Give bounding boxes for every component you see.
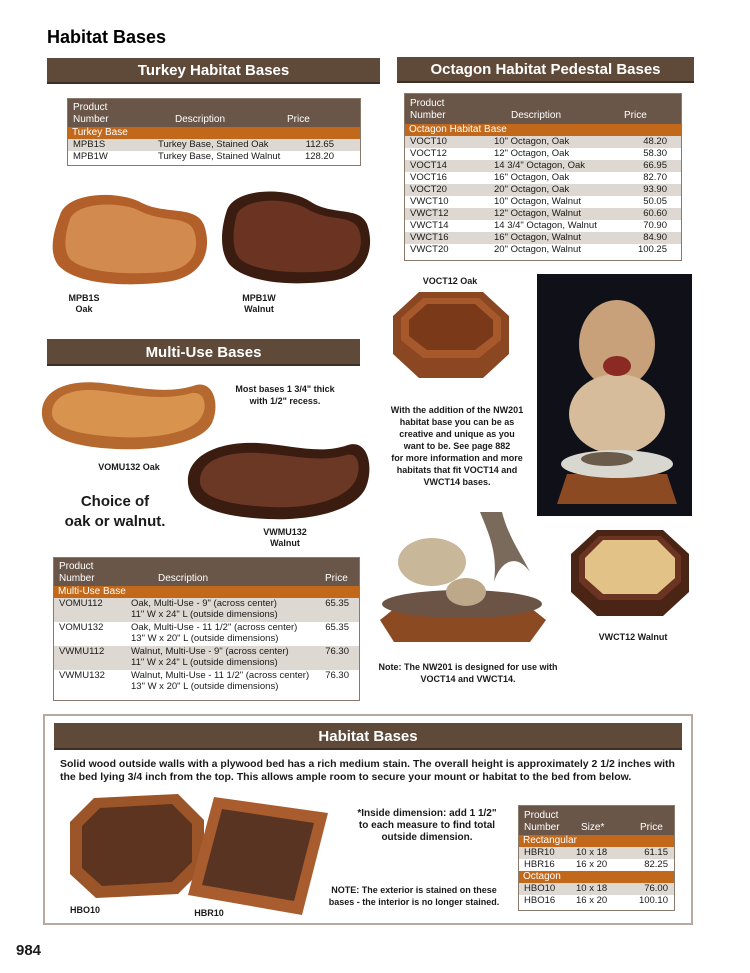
table-row [405, 232, 681, 244]
table-row [405, 172, 681, 184]
header-description: Description [175, 114, 226, 125]
octagon-walnut-image [567, 526, 693, 622]
product-price: 76.30 [325, 670, 349, 681]
note-line: bases - the interior is no longer stained. [328, 897, 500, 907]
table-row [405, 136, 681, 148]
description-line: the bed lying 3/4 inch from the top. This allows ample room to secure your mount or habitat to the bed from below. [60, 771, 632, 783]
multi-use-banner-text: Multi-Use Bases [145, 344, 262, 361]
product-price: 112.65 [305, 139, 334, 150]
note-line: habitat base you can be as [399, 417, 515, 427]
header-product: Product [524, 810, 559, 821]
table-row [405, 184, 681, 196]
product-dimensions: 13" W x 20" L (outside dimensions) [131, 633, 279, 644]
table-row [54, 622, 359, 646]
table-row [519, 883, 674, 895]
turkey-base-walnut-image [217, 184, 373, 288]
product-description: 10" Octagon, Walnut [494, 196, 581, 207]
product-description: 20" Octagon, Oak [494, 184, 570, 195]
note-line: to each measure to find total [358, 820, 496, 831]
product-description: Oak, Multi-Use - 11 1/2" (across center) [131, 622, 298, 633]
caption-mpb1w [236, 293, 282, 315]
product-number: VOCT20 [410, 184, 447, 195]
mountain-lion-graphic [537, 274, 692, 516]
table-row [405, 196, 681, 208]
multi-use-walnut-image [180, 433, 376, 525]
product-size: 10 x 18 [576, 883, 608, 894]
product-number: VOCT10 [410, 136, 447, 147]
product-number: VWCT20 [410, 244, 449, 255]
multi-use-banner [47, 339, 360, 366]
product-description: 10" Octagon, Oak [494, 136, 570, 147]
product-price: 76.00 [644, 883, 668, 894]
turkey-table [67, 98, 361, 166]
caption-hbo10: HBO10 [69, 905, 100, 915]
product-price: 82.70 [643, 172, 667, 183]
product-number: VOMU132 [59, 622, 104, 633]
table-row [519, 895, 674, 907]
caption-hbr10: HBR10 [194, 908, 224, 918]
product-description: Walnut, Multi-Use - 11 1/2" (across center) [131, 670, 310, 681]
multi-use-rows [54, 598, 359, 694]
product-number: MPB1W [73, 151, 108, 162]
product-price: 93.90 [643, 184, 667, 195]
table-row [54, 646, 359, 670]
thickness-note [220, 383, 350, 407]
habitat-table [518, 805, 675, 911]
product-dimensions: 11" W x 24" L (outside dimensions) [131, 609, 278, 620]
octagon-banner [397, 57, 694, 83]
product-size: 16 x 20 [576, 895, 608, 906]
note-line: *Inside dimension: add 1 1/2" [357, 808, 497, 819]
header-number: Number [524, 822, 560, 833]
table-row [405, 244, 681, 256]
octagon-table-header [405, 94, 681, 124]
header-product: Product [59, 561, 94, 572]
description-line: Solid wood outside walls with a plywood bed has a rich medium stain. The overall height is approximately 2 1/2 inches with [60, 758, 675, 770]
product-number: VOCT14 [410, 160, 447, 171]
product-number: HBO16 [524, 895, 556, 906]
header-product: Product [73, 102, 108, 113]
header-price: Price [624, 110, 647, 121]
header-price: Price [640, 822, 663, 833]
caption-vwct12: VWCT12 Walnut [598, 632, 668, 642]
product-number: VWCT16 [410, 232, 449, 243]
habitat-description [60, 758, 686, 784]
product-size: 16 x 20 [576, 859, 608, 870]
note-line: VWCT14 bases. [423, 477, 491, 487]
product-number: VWMU112 [59, 646, 105, 657]
product-description: 14 3/4" Octagon, Oak [494, 160, 586, 171]
product-price: 65.35 [325, 622, 349, 633]
table-row [405, 160, 681, 172]
product-description: Walnut, Multi-Use - 9" (across center) [131, 646, 289, 657]
product-description: 16" Octagon, Oak [494, 172, 570, 183]
octagon-category: Octagon Habitat Base [405, 124, 681, 136]
product-price: 48.20 [643, 136, 667, 147]
note-line: outside dimension. [381, 832, 473, 843]
caption-vomu132: VOMU132 Oak [98, 462, 160, 472]
caption-vwmu132 [256, 527, 314, 549]
octagon-oak-image [389, 288, 513, 384]
product-number: VWCT10 [410, 196, 449, 207]
caption-line: Walnut [270, 538, 300, 548]
table-row [54, 598, 359, 622]
choice-line: Choice of [80, 493, 150, 510]
note-line: Note: The NW201 is designed for use with [378, 662, 558, 672]
header-number: Number [73, 114, 109, 125]
note-line: habitats that fit VOCT14 and [396, 465, 518, 475]
note-line: Most bases 1 3/4" thick [235, 384, 335, 394]
habitat-banner [54, 723, 682, 750]
product-price: 50.05 [643, 196, 667, 207]
turkey-banner [47, 58, 380, 84]
product-size: 10 x 18 [576, 847, 608, 858]
product-number: VOMU112 [59, 598, 103, 609]
product-price: 58.30 [643, 148, 667, 159]
table-row [519, 859, 674, 871]
product-price: 128.20 [304, 151, 334, 162]
table-row [405, 208, 681, 220]
note-line: for more information and more [391, 453, 523, 463]
habitat-rows [519, 835, 674, 907]
product-description: 12" Octagon, Walnut [494, 208, 581, 219]
caption-line: Walnut [244, 304, 274, 314]
exterior-note [322, 884, 506, 908]
note-line: with 1/2" recess. [249, 396, 321, 406]
header-size: Size* [581, 822, 605, 833]
product-description: Oak, Multi-Use - 9" (across center) [131, 598, 277, 609]
page-number: 984 [16, 942, 42, 959]
nw201-habitat-image [370, 492, 552, 650]
caption-voct12: VOCT12 Oak [422, 276, 478, 286]
note-line: With the addition of the NW201 [390, 405, 524, 415]
product-number: VOCT16 [410, 172, 447, 183]
product-price: 84.90 [643, 232, 667, 243]
multi-use-table-header [54, 558, 359, 586]
product-number: MPB1S [73, 139, 106, 150]
caption-line: Oak [75, 304, 93, 314]
caption-mpb1s [64, 293, 104, 315]
habitat-category: Octagon [519, 871, 674, 883]
turkey-base-oak-image [46, 185, 210, 289]
header-number: Number [59, 573, 95, 584]
mountain-lion-mount-image [537, 274, 692, 516]
caption-line: VWMU132 [263, 527, 307, 537]
table-row [54, 670, 359, 694]
note-line: want to be. See page 882 [403, 441, 511, 451]
product-number: HBR10 [524, 847, 555, 858]
product-price: 61.15 [644, 847, 668, 858]
page-title: Habitat Bases [47, 27, 167, 47]
product-description: Turkey Base, Stained Oak [158, 139, 269, 150]
product-description: Turkey Base, Stained Walnut [158, 151, 281, 162]
product-number: HBR16 [524, 859, 555, 870]
product-description: 16" Octagon, Walnut [494, 232, 581, 243]
header-price: Price [287, 114, 310, 125]
product-price: 66.95 [643, 160, 667, 171]
nw201-bottom-note [375, 661, 561, 685]
product-price: 82.25 [644, 859, 668, 870]
product-dimensions: 11" W x 24" L (outside dimensions) [131, 657, 278, 668]
header-description: Description [158, 573, 209, 584]
nw201-note [378, 404, 536, 488]
product-description: 20" Octagon, Walnut [494, 244, 581, 255]
table-row [405, 220, 681, 232]
table-row [68, 139, 360, 151]
header-price: Price [325, 573, 348, 584]
choice-line: oak or walnut. [64, 513, 166, 530]
product-price: 100.25 [637, 244, 667, 255]
product-dimensions: 13" W x 20" L (outside dimensions) [131, 681, 279, 692]
turkey-category: Turkey Base [68, 127, 360, 139]
header-number: Number [410, 110, 446, 121]
caption-line: MPB1W [242, 293, 276, 303]
note-line: VOCT14 and VWCT14. [420, 674, 516, 684]
table-row [519, 847, 674, 859]
header-description: Description [511, 110, 562, 121]
header-product: Product [410, 98, 445, 109]
product-description: 14 3/4" Octagon, Walnut [494, 220, 597, 231]
multi-use-table [53, 557, 360, 701]
note-line: NOTE: The exterior is stained on these [331, 885, 497, 895]
inside-dimension-note [346, 808, 508, 844]
octagon-rows [405, 136, 681, 256]
product-price: 100.10 [638, 895, 668, 906]
product-price: 76.30 [325, 646, 349, 657]
turkey-banner-text: Turkey Habitat Bases [137, 62, 290, 79]
octagon-table [404, 93, 682, 261]
product-price: 65.35 [325, 598, 349, 609]
product-price: 60.60 [643, 208, 667, 219]
choice-text [44, 492, 186, 532]
table-row [405, 148, 681, 160]
note-line: creative and unique as you [399, 429, 515, 439]
habitat-banner-text: Habitat Bases [318, 728, 418, 745]
habitat-table-header [519, 806, 674, 835]
caption-line: MPB1S [68, 293, 100, 303]
product-number: VWMU132 [59, 670, 105, 681]
product-number: VWCT14 [410, 220, 449, 231]
product-number: HBO10 [524, 883, 556, 894]
product-price: 70.90 [643, 220, 667, 231]
multi-use-category: Multi-Use Base [54, 586, 359, 598]
table-row [68, 151, 360, 163]
hbr10-image [184, 795, 332, 917]
product-description: 12" Octagon, Oak [494, 148, 570, 159]
habitat-category: Rectangular [519, 835, 674, 847]
octagon-banner-text: Octagon Habitat Pedestal Bases [430, 61, 661, 78]
turkey-table-header [68, 99, 360, 127]
product-number: VWCT12 [410, 208, 449, 219]
product-number: VOCT12 [410, 148, 447, 159]
